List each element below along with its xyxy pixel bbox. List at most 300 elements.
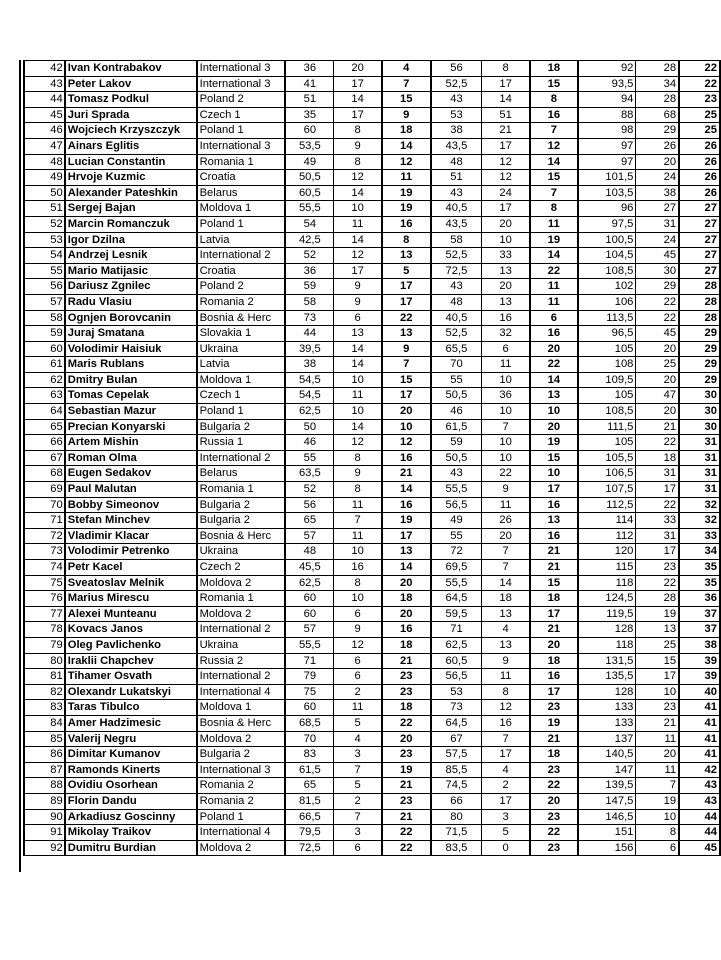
col-g-cell: 135,5 — [578, 669, 636, 685]
team-cell: Czech 2 — [197, 560, 286, 576]
player-name-cell: Mikolay Traikov — [65, 825, 197, 841]
col-d-cell: 50,5 — [431, 388, 482, 404]
player-name-cell: Volodimir Petrenko — [65, 544, 197, 560]
col-d-cell: 48 — [431, 154, 482, 170]
col-f-cell: 19 — [530, 232, 578, 248]
total-cell: 26 — [679, 185, 720, 201]
col-b-cell: 11 — [334, 528, 382, 544]
rank-cell: 82 — [24, 684, 65, 700]
rank-cell: 89 — [24, 793, 65, 809]
col-a-cell: 39,5 — [285, 341, 333, 357]
col-b-cell: 14 — [334, 185, 382, 201]
table-row — [24, 606, 720, 622]
col-c-cell: 13 — [382, 544, 431, 560]
col-d-cell: 62,5 — [431, 637, 482, 653]
col-c-cell: 22 — [382, 310, 431, 326]
total-cell: 31 — [679, 482, 720, 498]
table-row — [24, 154, 720, 170]
col-b-cell: 8 — [334, 123, 382, 139]
col-a-cell: 60 — [285, 700, 333, 716]
col-c-cell: 15 — [382, 372, 431, 388]
table-row — [24, 528, 720, 544]
team-cell: Bulgaria 2 — [197, 747, 286, 763]
col-h-cell: 31 — [636, 466, 679, 482]
col-a-cell: 53,5 — [285, 138, 333, 154]
col-e-cell: 17 — [482, 201, 530, 217]
col-b-cell: 14 — [334, 357, 382, 373]
col-b-cell: 6 — [334, 606, 382, 622]
table-row — [24, 326, 720, 342]
col-a-cell: 75 — [285, 684, 333, 700]
col-g-cell: 96,5 — [578, 326, 636, 342]
col-h-cell: 25 — [636, 357, 679, 373]
col-b-cell: 6 — [334, 653, 382, 669]
col-g-cell: 88 — [578, 107, 636, 123]
rank-cell: 70 — [24, 497, 65, 513]
rank-cell: 68 — [24, 466, 65, 482]
col-g-cell: 108,5 — [578, 404, 636, 420]
col-e-cell: 14 — [482, 575, 530, 591]
col-c-cell: 23 — [382, 793, 431, 809]
col-d-cell: 50,5 — [431, 450, 482, 466]
col-a-cell: 36 — [285, 263, 333, 279]
total-cell: 29 — [679, 341, 720, 357]
player-name-cell: Dimitar Kumanov — [65, 747, 197, 763]
team-cell: International 2 — [197, 248, 286, 264]
col-e-cell: 12 — [482, 170, 530, 186]
table-row — [24, 435, 720, 451]
rank-cell: 73 — [24, 544, 65, 560]
team-cell: Czech 1 — [197, 107, 286, 123]
col-e-cell: 8 — [482, 684, 530, 700]
total-cell: 23 — [679, 92, 720, 108]
col-h-cell: 17 — [636, 669, 679, 685]
col-e-cell: 22 — [482, 466, 530, 482]
col-c-cell: 16 — [382, 622, 431, 638]
col-c-cell: 9 — [382, 107, 431, 123]
col-b-cell: 4 — [334, 731, 382, 747]
col-a-cell: 71 — [285, 653, 333, 669]
col-c-cell: 20 — [382, 404, 431, 420]
col-e-cell: 2 — [482, 778, 530, 794]
col-b-cell: 12 — [334, 637, 382, 653]
col-a-cell: 83 — [285, 747, 333, 763]
total-cell: 26 — [679, 138, 720, 154]
total-cell: 31 — [679, 435, 720, 451]
col-f-cell: 17 — [530, 684, 578, 700]
col-b-cell: 2 — [334, 684, 382, 700]
total-cell: 28 — [679, 294, 720, 310]
rank-cell: 58 — [24, 310, 65, 326]
col-c-cell: 18 — [382, 700, 431, 716]
team-cell: International 2 — [197, 622, 286, 638]
col-b-cell: 2 — [334, 793, 382, 809]
col-e-cell: 17 — [482, 747, 530, 763]
col-d-cell: 55 — [431, 528, 482, 544]
col-b-cell: 12 — [334, 248, 382, 264]
player-name-cell: Lucian Constantin — [65, 154, 197, 170]
col-e-cell: 20 — [482, 216, 530, 232]
player-name-cell: Juraj Smatana — [65, 326, 197, 342]
col-g-cell: 108,5 — [578, 263, 636, 279]
col-f-cell: 22 — [530, 825, 578, 841]
total-cell: 32 — [679, 497, 720, 513]
col-a-cell: 49 — [285, 154, 333, 170]
col-h-cell: 45 — [636, 248, 679, 264]
col-d-cell: 72,5 — [431, 263, 482, 279]
standings-rows — [24, 61, 720, 856]
col-d-cell: 52,5 — [431, 76, 482, 92]
rank-cell: 88 — [24, 778, 65, 794]
col-e-cell: 5 — [482, 825, 530, 841]
col-e-cell: 20 — [482, 279, 530, 295]
team-cell: Moldova 2 — [197, 606, 286, 622]
player-name-cell: Precian Konyarski — [65, 419, 197, 435]
col-d-cell: 67 — [431, 731, 482, 747]
col-d-cell: 59 — [431, 435, 482, 451]
col-a-cell: 70 — [285, 731, 333, 747]
total-cell: 26 — [679, 170, 720, 186]
col-e-cell: 17 — [482, 793, 530, 809]
table-row — [24, 762, 720, 778]
table-row — [24, 700, 720, 716]
total-cell: 45 — [679, 840, 720, 856]
total-cell: 40 — [679, 684, 720, 700]
col-a-cell: 60 — [285, 591, 333, 607]
team-cell: Moldova 1 — [197, 201, 286, 217]
col-g-cell: 120 — [578, 544, 636, 560]
player-name-cell: Eugen Sedakov — [65, 466, 197, 482]
col-d-cell: 46 — [431, 404, 482, 420]
table-row — [24, 669, 720, 685]
col-d-cell: 57,5 — [431, 747, 482, 763]
team-cell: International 4 — [197, 825, 286, 841]
total-cell: 27 — [679, 216, 720, 232]
table-row — [24, 201, 720, 217]
col-h-cell: 6 — [636, 840, 679, 856]
col-e-cell: 7 — [482, 544, 530, 560]
col-g-cell: 115 — [578, 560, 636, 576]
col-a-cell: 54,5 — [285, 372, 333, 388]
team-cell: International 3 — [197, 762, 286, 778]
col-e-cell: 13 — [482, 294, 530, 310]
col-g-cell: 128 — [578, 622, 636, 638]
col-e-cell: 26 — [482, 513, 530, 529]
total-cell: 35 — [679, 560, 720, 576]
col-d-cell: 43,5 — [431, 138, 482, 154]
col-e-cell: 13 — [482, 263, 530, 279]
col-c-cell: 17 — [382, 528, 431, 544]
col-h-cell: 15 — [636, 653, 679, 669]
col-a-cell: 79 — [285, 669, 333, 685]
col-f-cell: 22 — [530, 357, 578, 373]
col-b-cell: 7 — [334, 762, 382, 778]
total-cell: 36 — [679, 591, 720, 607]
col-d-cell: 60,5 — [431, 653, 482, 669]
col-c-cell: 19 — [382, 762, 431, 778]
col-f-cell: 8 — [530, 92, 578, 108]
col-c-cell: 21 — [382, 778, 431, 794]
col-h-cell: 29 — [636, 279, 679, 295]
team-cell: International 3 — [197, 76, 286, 92]
col-g-cell: 146,5 — [578, 809, 636, 825]
col-c-cell: 22 — [382, 840, 431, 856]
col-b-cell: 9 — [334, 279, 382, 295]
player-name-cell: Ognjen Borovcanin — [65, 310, 197, 326]
standings-table — [23, 60, 721, 856]
col-a-cell: 55 — [285, 450, 333, 466]
col-a-cell: 61,5 — [285, 762, 333, 778]
col-f-cell: 11 — [530, 216, 578, 232]
col-c-cell: 13 — [382, 248, 431, 264]
col-f-cell: 6 — [530, 310, 578, 326]
table-row — [24, 513, 720, 529]
col-e-cell: 7 — [482, 419, 530, 435]
table-row — [24, 92, 720, 108]
table-row — [24, 591, 720, 607]
col-c-cell: 21 — [382, 653, 431, 669]
col-h-cell: 22 — [636, 310, 679, 326]
col-c-cell: 14 — [382, 138, 431, 154]
team-cell: Bulgaria 2 — [197, 419, 286, 435]
col-f-cell: 23 — [530, 700, 578, 716]
col-h-cell: 34 — [636, 76, 679, 92]
col-f-cell: 15 — [530, 170, 578, 186]
col-g-cell: 105 — [578, 388, 636, 404]
team-cell: Latvia — [197, 357, 286, 373]
col-b-cell: 6 — [334, 840, 382, 856]
rank-cell: 81 — [24, 669, 65, 685]
col-d-cell: 69,5 — [431, 560, 482, 576]
col-f-cell: 19 — [530, 435, 578, 451]
col-c-cell: 14 — [382, 482, 431, 498]
col-g-cell: 112 — [578, 528, 636, 544]
player-name-cell: Florin Dandu — [65, 793, 197, 809]
player-name-cell: Alexander Pateshkin — [65, 185, 197, 201]
col-h-cell: 33 — [636, 513, 679, 529]
rank-cell: 57 — [24, 294, 65, 310]
table-row — [24, 248, 720, 264]
col-h-cell: 30 — [636, 263, 679, 279]
team-cell: Romania 1 — [197, 154, 286, 170]
page-margin-rule — [19, 60, 21, 872]
col-e-cell: 6 — [482, 341, 530, 357]
player-name-cell: Paul Malutan — [65, 482, 197, 498]
rank-cell: 77 — [24, 606, 65, 622]
col-f-cell: 13 — [530, 388, 578, 404]
player-name-cell: Stefan Minchev — [65, 513, 197, 529]
col-c-cell: 23 — [382, 747, 431, 763]
col-g-cell: 94 — [578, 92, 636, 108]
col-d-cell: 43,5 — [431, 216, 482, 232]
col-c-cell: 17 — [382, 294, 431, 310]
total-cell: 30 — [679, 388, 720, 404]
total-cell: 35 — [679, 575, 720, 591]
col-d-cell: 64,5 — [431, 591, 482, 607]
table-row — [24, 357, 720, 373]
col-d-cell: 85,5 — [431, 762, 482, 778]
player-name-cell: Petr Kacel — [65, 560, 197, 576]
table-row — [24, 61, 720, 77]
col-f-cell: 8 — [530, 201, 578, 217]
col-e-cell: 10 — [482, 232, 530, 248]
col-b-cell: 17 — [334, 263, 382, 279]
col-e-cell: 33 — [482, 248, 530, 264]
col-e-cell: 13 — [482, 606, 530, 622]
col-f-cell: 20 — [530, 637, 578, 653]
col-d-cell: 70 — [431, 357, 482, 373]
col-h-cell: 24 — [636, 170, 679, 186]
col-d-cell: 40,5 — [431, 310, 482, 326]
col-f-cell: 16 — [530, 326, 578, 342]
col-h-cell: 25 — [636, 637, 679, 653]
team-cell: Poland 1 — [197, 216, 286, 232]
col-e-cell: 7 — [482, 731, 530, 747]
col-g-cell: 119,5 — [578, 606, 636, 622]
rank-cell: 62 — [24, 372, 65, 388]
col-d-cell: 74,5 — [431, 778, 482, 794]
col-f-cell: 14 — [530, 248, 578, 264]
table-row — [24, 793, 720, 809]
col-c-cell: 4 — [382, 61, 431, 77]
col-f-cell: 17 — [530, 482, 578, 498]
col-h-cell: 31 — [636, 216, 679, 232]
rank-cell: 45 — [24, 107, 65, 123]
col-f-cell: 11 — [530, 294, 578, 310]
col-g-cell: 133 — [578, 715, 636, 731]
col-a-cell: 54,5 — [285, 388, 333, 404]
table-row — [24, 138, 720, 154]
col-f-cell: 15 — [530, 76, 578, 92]
col-d-cell: 55,5 — [431, 482, 482, 498]
player-name-cell: Dariusz Zgnilec — [65, 279, 197, 295]
col-d-cell: 48 — [431, 294, 482, 310]
player-name-cell: Igor Dzilna — [65, 232, 197, 248]
col-g-cell: 124,5 — [578, 591, 636, 607]
col-a-cell: 38 — [285, 357, 333, 373]
table-row — [24, 123, 720, 139]
col-c-cell: 10 — [382, 419, 431, 435]
col-b-cell: 3 — [334, 747, 382, 763]
col-f-cell: 14 — [530, 154, 578, 170]
table-row — [24, 497, 720, 513]
col-d-cell: 83,5 — [431, 840, 482, 856]
rank-cell: 80 — [24, 653, 65, 669]
team-cell: Russia 2 — [197, 653, 286, 669]
player-name-cell: Marius Mirescu — [65, 591, 197, 607]
player-name-cell: Sergej Bajan — [65, 201, 197, 217]
team-cell: Poland 1 — [197, 809, 286, 825]
col-g-cell: 131,5 — [578, 653, 636, 669]
table-row — [24, 388, 720, 404]
player-name-cell: Dmitry Bulan — [65, 372, 197, 388]
total-cell: 41 — [679, 715, 720, 731]
col-a-cell: 54 — [285, 216, 333, 232]
player-name-cell: Marcin Romanczuk — [65, 216, 197, 232]
col-e-cell: 17 — [482, 138, 530, 154]
col-b-cell: 5 — [334, 778, 382, 794]
col-c-cell: 21 — [382, 809, 431, 825]
col-c-cell: 18 — [382, 637, 431, 653]
col-b-cell: 13 — [334, 326, 382, 342]
col-h-cell: 10 — [636, 684, 679, 700]
total-cell: 41 — [679, 731, 720, 747]
team-cell: Bulgaria 2 — [197, 497, 286, 513]
col-c-cell: 15 — [382, 92, 431, 108]
col-e-cell: 16 — [482, 715, 530, 731]
col-h-cell: 68 — [636, 107, 679, 123]
col-f-cell: 18 — [530, 747, 578, 763]
total-cell: 44 — [679, 825, 720, 841]
team-cell: Romania 2 — [197, 294, 286, 310]
col-h-cell: 8 — [636, 825, 679, 841]
player-name-cell: Sebastian Mazur — [65, 404, 197, 420]
total-cell: 30 — [679, 419, 720, 435]
team-cell: Bosnia & Herc — [197, 310, 286, 326]
table-row — [24, 185, 720, 201]
rank-cell: 69 — [24, 482, 65, 498]
rank-cell: 55 — [24, 263, 65, 279]
col-d-cell: 59,5 — [431, 606, 482, 622]
col-d-cell: 38 — [431, 123, 482, 139]
col-a-cell: 55,5 — [285, 637, 333, 653]
col-h-cell: 17 — [636, 544, 679, 560]
col-c-cell: 18 — [382, 123, 431, 139]
col-h-cell: 22 — [636, 575, 679, 591]
col-b-cell: 11 — [334, 497, 382, 513]
rank-cell: 61 — [24, 357, 65, 373]
table-row — [24, 279, 720, 295]
rank-cell: 51 — [24, 201, 65, 217]
team-cell: Croatia — [197, 170, 286, 186]
col-g-cell: 106,5 — [578, 466, 636, 482]
col-f-cell: 22 — [530, 778, 578, 794]
player-name-cell: Vladimir Klacar — [65, 528, 197, 544]
col-g-cell: 105,5 — [578, 450, 636, 466]
table-row — [24, 419, 720, 435]
player-name-cell: Roman Olma — [65, 450, 197, 466]
col-d-cell: 53 — [431, 684, 482, 700]
col-c-cell: 17 — [382, 279, 431, 295]
col-e-cell: 21 — [482, 123, 530, 139]
team-cell: International 3 — [197, 61, 286, 77]
total-cell: 34 — [679, 544, 720, 560]
col-f-cell: 7 — [530, 185, 578, 201]
col-d-cell: 55 — [431, 372, 482, 388]
col-d-cell: 64,5 — [431, 715, 482, 731]
col-d-cell: 43 — [431, 466, 482, 482]
player-name-cell: Valerij Negru — [65, 731, 197, 747]
team-cell: Russia 1 — [197, 435, 286, 451]
total-cell: 32 — [679, 513, 720, 529]
rank-cell: 42 — [24, 61, 65, 77]
col-h-cell: 24 — [636, 232, 679, 248]
col-e-cell: 4 — [482, 622, 530, 638]
col-d-cell: 73 — [431, 700, 482, 716]
col-g-cell: 118 — [578, 637, 636, 653]
col-b-cell: 12 — [334, 170, 382, 186]
col-a-cell: 65 — [285, 778, 333, 794]
col-c-cell: 16 — [382, 497, 431, 513]
col-h-cell: 31 — [636, 528, 679, 544]
rank-cell: 48 — [24, 154, 65, 170]
rank-cell: 54 — [24, 248, 65, 264]
col-a-cell: 55,5 — [285, 201, 333, 217]
col-a-cell: 45,5 — [285, 560, 333, 576]
col-c-cell: 7 — [382, 76, 431, 92]
player-name-cell: Radu Vlasiu — [65, 294, 197, 310]
col-d-cell: 43 — [431, 92, 482, 108]
